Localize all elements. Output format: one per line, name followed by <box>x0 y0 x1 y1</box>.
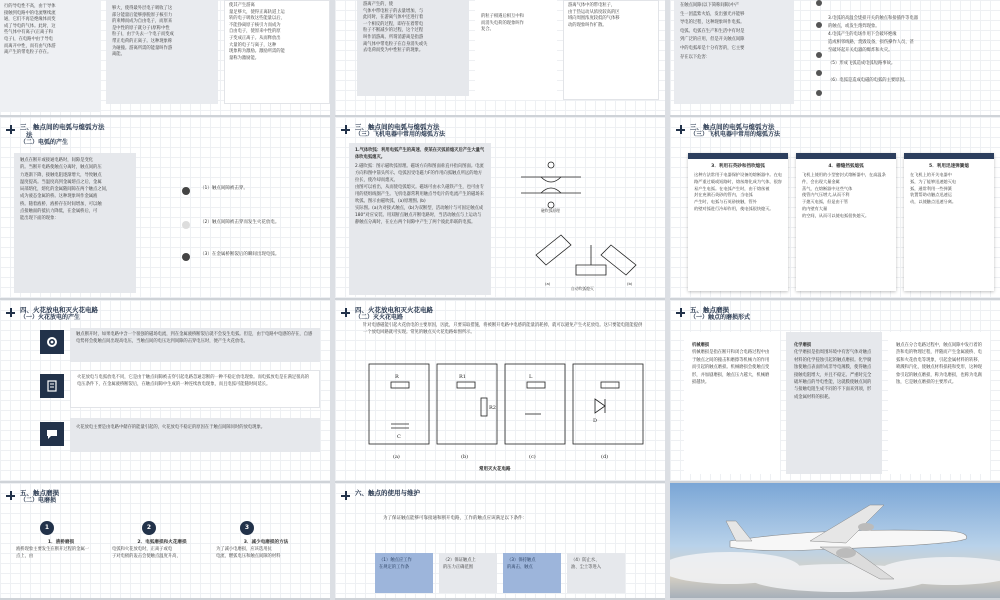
bullet-dot <box>816 0 822 6</box>
slide-header <box>676 123 780 139</box>
step-body: 为了减小电磨损，应该选用抗 电流、燃弧电压和触点间隙的材料 <box>216 547 281 559</box>
slide-title: 五、触点磨损 <box>20 489 59 497</box>
bullet-dot <box>816 22 822 28</box>
column-text: 机械磨损是指在断开和闭合电路过程中由于触点之间的撞击和磨擦等机械力的作用而引起的触点磨损。机械磨损会使触点变形，并加剧磨损，触点压力越大，机械磨损越快。 <box>692 350 770 386</box>
paragraph-2: 2.磁吹弧：图示磁吹弧原理。磁场方向和图面垂直并指向图面。电流方向和图中箭头所示。电弧因受电磁力F的作用向弧触点所远的地方拉长，使冷却而熄灭。 由图可以看出，从而使电弧熄灭。磁场可由永久磁铁产生，也可由专用的绕组线圈产生。飞机电器常利用触点导电片的电流产生的磁场来吹弧。图示由磁吹弧，(a)原理图, (b) 实际图。(a)为对接式触点，(b)为双断型，活动触片与可固定触点成180°对应安装。用双断点触点开断电路时，当活动触点与上运动与静触点分离时，在左右两个间隙中产生了两个彼此串联的电弧。 <box>355 164 484 225</box>
card-body: 在飞机上的开关电器中 弧，为了能够迅速熄灭电 弧，通常利用一些弹簧 装置帮助动触点迅速运 动，以使触点迅速分离。 <box>910 172 957 205</box>
bullet-dot <box>182 253 190 261</box>
method-card <box>904 153 994 291</box>
card-text: 使其产生游离 量足够大，使得正离轨道上运 转的电子吸收这些能量以后， 不能挣离原子核引力而成为 自由电子，使原来中性的原 子变成正离子。从而释放出 大量的电子与离子，这种 现象称为激励。激励所需的能 量称为激励能。 <box>229 3 285 61</box>
cross-icon <box>6 125 15 134</box>
slide-subtitle: （三）飞机电器中常用的熄弧方法 <box>355 131 446 138</box>
list-item: （2）触点间隙被击穿而发生火花放电。 <box>200 220 280 225</box>
slide-header <box>6 306 98 322</box>
slide-title: 四、火花放电和灭火花电路 <box>355 306 433 314</box>
bullet-dot <box>182 221 190 229</box>
text-card-mid <box>475 0 557 100</box>
figure-label-a: (a) <box>545 281 551 286</box>
card-body: 这种方法常用于电器保护设备的熔断器中。在电路严重过载或短路时，熔丝熔化成为气体，很容易产生电弧。在电弧产生时，由于熔丝被 封在充满石英砂的管内，当电弧 产生时，电弧与石英砂接触，管外 的壁对弧进行冷却作用，使电弧很快熄灭。 <box>694 172 782 211</box>
column-body <box>684 332 780 396</box>
figure-caption: 常用灭火花电路 <box>479 467 511 472</box>
wear-column <box>888 332 990 474</box>
slide-title: 五、触点磨损 <box>690 306 729 314</box>
figure-caption: 自动吹弧熄灭 <box>571 286 594 291</box>
column-text: 化学磨损是指周围环境中有害气体对触点材料的化学侵蚀引起的触点磨损。化学腐蚀使触点表面形成非导电薄膜，使得触点接触电阻增大，并且不稳定。严重时完全破坏触点的导电性能，这就膜使触点间的与接触电阻生成不同的不下面来到项，形成金属材料的损耗。 <box>794 350 872 400</box>
card-title: 4．栅缝挡弧熄弧 <box>828 164 864 169</box>
slide-thumb-r3c3[interactable] <box>670 300 1000 483</box>
text-line: （5）形成飞弧造成电弧短路事故。 <box>828 61 896 66</box>
bullet-dot <box>816 52 822 58</box>
slide-subtitle: （二）灭火花电路 <box>355 314 404 321</box>
text-lines <box>674 0 794 64</box>
condition-box: （4）防止水、 油、尘土等进入 <box>567 553 625 593</box>
text-line: 中的电弧却是十分有害的，它主要 <box>680 45 745 51</box>
text-line: 到广泛的应用，但是开关触点间隙 <box>680 37 745 43</box>
slide-thumb-r3c1[interactable] <box>0 300 330 483</box>
text-line: 4.电弧产生的电场作用下会破坏绝缘 <box>828 32 897 37</box>
card-top-bar <box>904 153 994 159</box>
text-line: 造成相邻线路，烧毁设备，损伤操作人员，甚 <box>828 40 914 45</box>
slide-thumb-r4c3[interactable] <box>670 483 1000 600</box>
cross-icon <box>6 491 15 500</box>
card-top-bar <box>688 153 788 159</box>
cross-icon <box>676 125 685 134</box>
text-line: 电弧。电弧在生产和生活中有时是 <box>680 28 745 34</box>
column-body <box>786 332 882 411</box>
column-text: 触点在分合电路过程中，触点间隙中发行着的热和电的物理过程，伴随而产生金属液桥、电弧和火花放电等现象，引起金属材料的转移、喷溅和汽化，使触点材料损耗和变形，这种现象引起的触点磨损，称为电磨损，也称为电腐蚀，它是触点磨损的主要形式。 <box>896 343 982 386</box>
item-box <box>70 418 320 452</box>
circuit-label: L <box>529 374 533 380</box>
text-line: 的触点，或发生熔焊现象。 <box>828 24 880 29</box>
text-line: 3.电弧的高温会烧损开关的触点和接插件等电器 <box>828 16 919 21</box>
circuit-label: (d) <box>601 454 609 460</box>
slide-header <box>6 489 59 505</box>
cross-icon <box>341 491 350 500</box>
slide-thumb-r4c2[interactable] <box>335 483 665 600</box>
list-item: （1）触点间隙被击穿。 <box>200 186 248 191</box>
slide-header <box>6 123 105 147</box>
step-column <box>16 539 106 560</box>
item-text: 触点断开时，如果电路中含一个很强的磁场电流，到在金属液桥断裂后就不会发生电弧。但是，由于电路中电感的存在，自感电势将会使触点间出现高电压，当触点间的电压达到间隙的击穿电压时，便产生火花放电。 <box>76 332 313 344</box>
circuit-label: (c) <box>529 454 536 460</box>
document-icon <box>40 374 64 398</box>
list-item: （3）在金属桥断裂后的瞬间出现电弧。 <box>200 252 280 257</box>
figure-caption: 磁吹弧原理 <box>541 208 560 213</box>
step-body: 液桥现象主要发生在断开过程的金属一 点上，由 <box>16 547 90 559</box>
column-body <box>888 332 990 396</box>
slide-thumb-r1c2[interactable] <box>335 0 665 117</box>
text-card-left <box>674 0 794 104</box>
circuit-label: R1 <box>459 374 466 380</box>
slide-header <box>341 306 433 322</box>
step-column <box>112 539 212 560</box>
body-text: 触点在断开或接通电路时，间隙是变化 的。当断开电路使触点分离时，触点间的压 力逐渐下降，接触电阻逐渐增大，导致触点 温度提高。当温度高到金属熔点之后，金属 局部熔化，熔化的金属随间隙在两个触点之间， 成为液态金属的桥。这种现象叫作金属液 桥。随着液桥、液桥存在时间增加，可以触 点接触面的抵抗力降低，在金属桥后，可 能出现下面的现象： <box>20 158 111 222</box>
slide-subtitle: （一）火花放电的产生 <box>20 314 81 321</box>
slide-header <box>341 489 420 500</box>
text-lines-right <box>828 0 996 85</box>
slide-title: 六、触点的使用与维护 <box>355 489 420 497</box>
card-text: 行的导电性不高，由于导体 接触到电路中的电流继续流 通，它们不再是绝缘体而变 成了导电的气体。此时，这 些气体中有离子(正离子和 电子)，在电路中由于导电 而离开中性，而有由气体游 离产生的带电粒子存在。 <box>4 4 56 56</box>
cross-icon <box>6 308 15 317</box>
text-card-right <box>224 0 330 104</box>
method-card <box>796 153 896 291</box>
circuit-label: R2 <box>489 405 496 411</box>
card-text: 游离气体中的带电粒子， 由于热运动从浓度较高的区 域向周围浓度较低的气体移 动的现象叫作扩散。 <box>568 3 620 28</box>
text-card-left <box>357 0 469 96</box>
bullet-dot <box>816 70 822 76</box>
text-card-mid <box>106 0 218 104</box>
item-box <box>70 328 320 362</box>
text-line: 导电的过程，这种现象叫作电弧。 <box>680 20 745 26</box>
condition-boxes <box>375 553 625 593</box>
step-number: 3 <box>240 521 254 535</box>
column-title: 机械磨损 <box>692 343 710 348</box>
slide-thumb-r2c3[interactable] <box>670 117 1000 300</box>
slide-thumb-r1c1[interactable] <box>0 0 330 117</box>
circuit-label: C <box>397 434 401 440</box>
method-card <box>688 153 788 291</box>
slide-subtitle: （二）电磨损 <box>20 497 57 504</box>
step-title: 1．液桥磨损 <box>47 540 75 545</box>
card-text: 够大，使得最外层电子吸收了这 部分能量后能够挣脱原子核引力 的束缚而成为自由电子，而原来 是中性的原子就分子(原称中性 粒子)，由于失去一个电子而变成 带正电荷的正离子。这种现象称 为碰撞。游离所需的能量叫作游 离能。 <box>112 6 174 58</box>
step-title: 2．电弧磨损和火花磨损 <box>137 540 187 545</box>
gear-icon <box>40 330 64 354</box>
card-body: 飞机上使用的小型密封式熔断器中，在高温条件，会出现大量金属 蒸气，在熔断器中这些气体 使管内气压增大,从而不利 于熄灭电弧，但是由于管 的内壁有大量 的空间，从而可以使电弧很快熄灭。 <box>802 172 886 218</box>
wear-column <box>786 332 882 474</box>
bullet-dot <box>182 187 190 195</box>
step-number: 2 <box>142 521 156 535</box>
cross-icon <box>341 308 350 317</box>
card-text: 游离产生的，使 气体中带电粒子的去量增加，与 此同时，在游离气体中还进行着 一个相反的过程，即存在着带电 粒子不断减少的过程，这个过程 叫作消游离。所谓消游离是指游 离气体中带电粒子在自身消失或失 去电荷而变为中性粒子的现象。 <box>363 2 428 54</box>
wear-column <box>684 332 780 474</box>
slide-subtitle: （二）电弧的产生 <box>20 139 69 146</box>
circuit-label: D <box>593 418 598 424</box>
card-title: 5．利用迅速弹簧熄 <box>929 164 969 169</box>
slide-thumb-r2c1[interactable] <box>0 117 330 300</box>
slide-thumb-r4c1[interactable] <box>0 483 330 600</box>
clouds <box>670 552 1000 592</box>
slide-thumb-r3c2[interactable] <box>335 300 665 483</box>
slide-thumb-r2c2[interactable] <box>335 117 665 300</box>
spark-suppression-circuits <box>361 354 651 474</box>
paragraph-1: 1.气体吹弧：利用电弧产生的高速、使某在灭弧前熄灭后产生大量气体吹电弧熄灭。 <box>355 148 485 160</box>
cross-icon <box>341 125 350 134</box>
condition-box: （3）保持触点 的离击、触点 <box>503 553 561 593</box>
card-text: 的粒子相遇后相互中和 而消失电荷的现象叫作 复合。 <box>481 14 524 33</box>
slide-header <box>676 306 750 322</box>
step-number: 1 <box>40 521 54 535</box>
text-card-right <box>563 0 659 100</box>
text-line: 至破坏起开关电器的爆炸和火灾。 <box>828 48 893 53</box>
slide-title: 三、触点间的电弧与熄弧方法 <box>20 123 105 131</box>
airplane-image <box>670 483 1000 600</box>
slide-subtitle: （三）飞机电器中常用的熄弧方法 <box>690 131 781 138</box>
text-line: 在触点间隙(以下简称间隙)中产 <box>680 3 740 8</box>
condition-box: （2）保证触点上 的压力正确范围 <box>439 553 497 593</box>
magnetic-blowout-diagram <box>511 157 591 213</box>
slide-title: 三、触点间的电弧与熄弧方法 <box>355 123 440 131</box>
bullet-dot <box>816 90 822 96</box>
circuit-label: (a) <box>393 454 400 460</box>
text-line: 生一团蓝紫火焰，发出强光并能够 <box>680 11 745 17</box>
circuit-label: (b) <box>461 454 469 460</box>
step-column <box>216 539 316 560</box>
card-top-bar <box>796 153 896 159</box>
text-card-left <box>0 0 100 112</box>
step-body: 电弧和火花放电时，正离子或电 子对电极的轰击会使触点温度升高， <box>112 547 181 559</box>
slide-thumb-r1c3[interactable] <box>670 0 1000 117</box>
column-title: 化学磨损 <box>794 343 812 348</box>
double-break-diagram <box>531 225 651 291</box>
slide-header <box>341 123 445 139</box>
slide-title-cont: 法 <box>26 131 33 139</box>
body-text: 针对电感磁能引起火花放电的主要原因，因此，只要采取措施，将被断开电路中电感的能量消耗掉，就可以避免产生火花放电。这只要能电阻能提供一个放电回路就可实现。常见的触点灭火花电路如图所示。 <box>363 323 643 335</box>
item-text: 火花放电与电弧放电不同，它是由于触点间隙被击穿引起电路忽通忽断的一种不稳定放电现象。而电弧放电是在满足很高的电压条件下，在金属液桥断裂后，在触点间隙中生成的一种连续放电现象，而且电弧可能随时间延长。 <box>77 375 310 387</box>
body-text: 为了保证触点能够可靠接通和断开电路，工作的触点应该满足以下条件： <box>383 516 527 521</box>
item-box <box>70 370 320 408</box>
card-title: 3．利用石英砂和挡吹熄弧 <box>711 164 765 169</box>
text-line: （6）电弧是造成电磁的电弧的主要原因。 <box>828 78 909 83</box>
chat-icon <box>40 422 64 446</box>
slide-title: 四、火花放电和灭火花电路 <box>20 306 98 314</box>
item-text: 火花放电主要是由电路中储存的能量引起的，火花放电不稳定的原因在于触点间隙同时的放电现象。 <box>76 425 266 430</box>
body-text-box <box>14 153 136 293</box>
step-title: 3．减少电磨损的方法 <box>243 540 289 545</box>
slide-subtitle: （一）触点的磨损形式 <box>690 314 751 321</box>
circuit-label: R <box>395 374 399 380</box>
body-text-box <box>349 143 491 295</box>
cross-icon <box>676 308 685 317</box>
slide-title: 三、触点间的电弧与熄弧方法 <box>690 123 775 131</box>
text-line: 存在以下危害： <box>680 54 711 60</box>
condition-box: （1）触点应工作 在规定的工作条 <box>375 553 433 593</box>
figure-label-b: (b) <box>627 281 633 286</box>
